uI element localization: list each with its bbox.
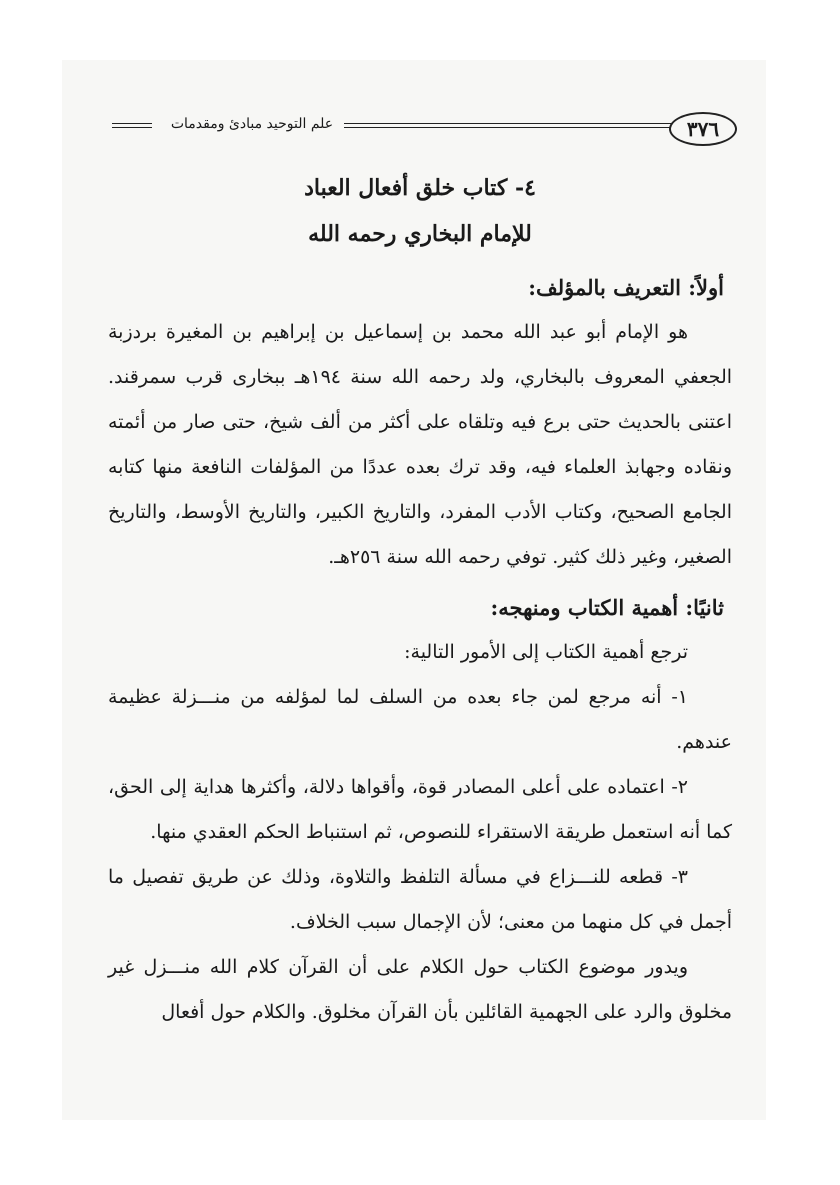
- importance-intro: ترجع أهمية الكتاب إلى الأمور التالية:: [404, 641, 688, 663]
- page-header: [112, 108, 737, 148]
- page-content: [108, 168, 732, 1035]
- importance-item-2: ٢- اعتماده على أعلى المصادر قوة، وأقواها دلالة، وأكثرها هداية إلى الحق، كما أنه استعمل طريقة الاستقراء للنصوص، ثم استنباط الحكم العقدي منها.: [108, 776, 732, 843]
- book-title: ٤- كتاب خلق أفعال العباد: [304, 175, 536, 201]
- importance-item-3: ٣- قطعه للنـــزاع في مسألة التلفظ والتلاوة، وذلك عن طريق تفصيل ما أجمل في كل منهما من معنى؛ لأن الإجمال سبب الخلاف.: [108, 866, 732, 933]
- importance-item-1: ١- أنه مرجع لمن جاء بعده من السلف لما لمؤلفه من منـــزلة عظيمة عندهم.: [108, 686, 732, 753]
- topic-paragraph: ويدور موضوع الكتاب حول الكلام على أن القرآن كلام الله منـــزل غير مخلوق والرد على الجهمية القائلين بأن القرآن مخلوق. والكلام حول أفعال: [108, 956, 732, 1023]
- author-bio-paragraph: هو الإمام أبو عبد الله محمد بن إسماعيل بن إبراهيم بن المغيرة بردزبة الجعفي المعروف بالبخاري، ولد رحمه الله سنة ١٩٤هـ ببخارى قرب سمرقند. اعتنى بالحديث حتى برع فيه وتلقاه على أكثر من ألف شيخ، حتى صار من أئمته ونقاده وجهابذ العلماء فيه، وقد ترك بعده عددًا من المؤلفات النافعة منها كتابه الجامع الصحيح، وكتاب الأدب المفرد، والتاريخ الكبير، والتاريخ الأوسط، والتاريخ الصغير، وغير ذلك كثير. توفي رحمه الله سنة ٢٥٦هـ.: [108, 321, 733, 568]
- section-heading-author: أولاً: التعريف بالمؤلف:: [528, 275, 724, 300]
- header-rule-short: [112, 123, 152, 128]
- book-author-line: للإمام البخاري رحمه الله: [308, 221, 532, 247]
- page-number: ٣٧٦: [669, 112, 737, 146]
- section-heading-importance: ثانيًا: أهمية الكتاب ومنهجه:: [490, 595, 724, 620]
- running-title: علم التوحيد مبادئ ومقدمات: [170, 116, 334, 132]
- header-rule-long: [344, 123, 677, 128]
